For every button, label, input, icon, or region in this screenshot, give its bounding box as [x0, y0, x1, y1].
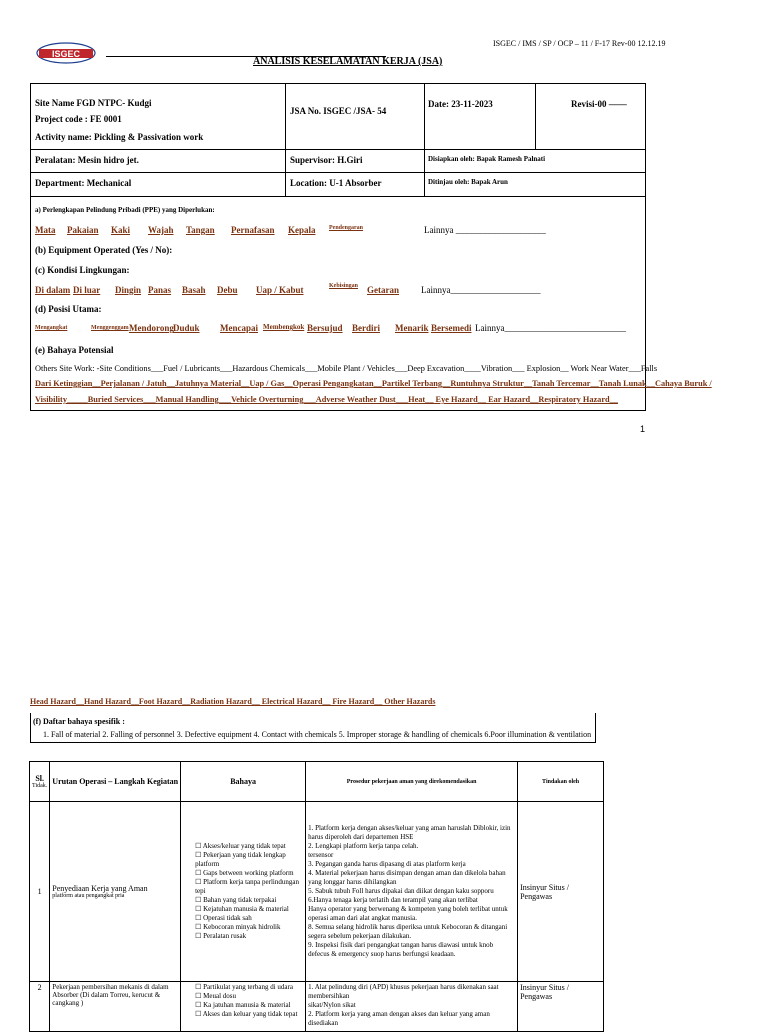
- procedure-line: tersensor: [308, 851, 334, 859]
- ppe-item: Pernafasan: [231, 225, 275, 235]
- posisi-item: Bersemedi: [431, 323, 472, 333]
- site-name: Site Name FGD NTPC- Kudgi: [35, 98, 152, 108]
- prepared-by: Disiapkan oleh: Bapak Ramesh Palnati: [428, 155, 546, 163]
- kondisi-item: Panas: [148, 285, 172, 295]
- urutan-subtext: platform atau pengangkat pria: [52, 893, 125, 899]
- form-rule: [31, 149, 645, 150]
- kondisi-item: Kebisingan: [329, 283, 359, 289]
- page-title: ANALISIS KESELAMATAN KERJA (JSA): [253, 56, 443, 67]
- jsa-form-box: [30, 83, 712, 411]
- kondisi-item: Uap / Kabut: [256, 285, 304, 295]
- others-site-work: Others Site Work: -Site Conditions___Fuel / Lubricants___Hazardous Chemicals___Mobile Plant / Vehicles___Deep Excavation____Vibration___ Explosion__ Work Near Water___Falls: [35, 364, 658, 373]
- peralatan: Peralatan: Mesin hidro jet.: [35, 155, 139, 165]
- kondisi-item: Debu: [217, 285, 238, 295]
- kondisi-other: Lainnya____________________: [421, 285, 541, 295]
- hazard-item: ☐ Pekerjaan yang tidak lengkap platform: [195, 851, 303, 869]
- hazard-item: ☐ Operasi tidak sah: [195, 914, 303, 923]
- procedure-line: Hanya operator yang berwenang & kompeten yang boleh terlibat untuk operasi aman dari alat angkat manusia.: [308, 905, 508, 922]
- row-bahaya: [181, 982, 306, 1032]
- procedure-line: 6.Hanya tenaga kerja terlatih dan terampil yang akan terlibat: [308, 896, 478, 904]
- revision: Revisi-00 ——: [571, 99, 627, 109]
- posisi-item: Duduk: [173, 323, 200, 333]
- project-code: Project code : FE 0001: [35, 114, 122, 124]
- posisi-item: Bersujud: [307, 323, 343, 333]
- hazard-item: ☐ Ka jatuhan manusia & material: [195, 1001, 303, 1010]
- procedure-line: 3. Pegangan ganda harus dipasang di atas platform kerja: [308, 860, 466, 868]
- kondisi-item: Di luar: [73, 285, 101, 295]
- hazard-item: ☐ Gaps between working platform: [195, 869, 303, 878]
- posisi-item: Menggenggam: [91, 325, 129, 331]
- table-header-row: [30, 762, 604, 802]
- reviewed-by: Ditinjau oleh: Bapak Arun: [428, 178, 508, 186]
- row-number: 2: [30, 982, 50, 1032]
- header-sl-label: Sl.: [35, 774, 44, 783]
- ppe-item: Kaki: [111, 225, 131, 235]
- table-row: [30, 802, 604, 982]
- row-tindakan: Insinyur Situs / Pengawas: [518, 802, 604, 982]
- hazard-item: ☐ Bahan yang tidak terpakai: [195, 896, 303, 905]
- procedure-line: 8. Semua selang hidrolik harus diperiksa untuk Kebocoran & ditangani segera sebelum pekerjaan dilakukan.: [308, 923, 508, 940]
- header-tindakan: Tindakan oleh: [518, 762, 604, 802]
- hazard-item: ☐ Meual dosu: [195, 992, 303, 1001]
- procedure-line: 5. Sabuk tubuh Foll harus dipakai dan diikat dengan kaku sopporu: [308, 887, 494, 895]
- posisi-item: Menarik: [395, 323, 429, 333]
- equipment-heading: (b) Equipment Operated (Yes / No):: [35, 245, 173, 255]
- posisi-item: Membengkok: [263, 323, 305, 331]
- header-prosedur: Prosedur pekerjaan aman yang direkomendasikan: [306, 762, 518, 802]
- row-prosedur: [306, 802, 518, 982]
- ppe-item: Pendengaran: [329, 225, 364, 231]
- form-rule: [31, 196, 645, 197]
- posisi-item: Mencapai: [220, 323, 258, 333]
- hazard-item: ☐ Kebocoran minyak hidrolik: [195, 923, 303, 932]
- posisi-heading: (d) Posisi Utama:: [35, 304, 102, 314]
- kondisi-item: Getaran: [367, 285, 399, 295]
- document-reference: ISGEC / IMS / SP / OCP – 11 / F-17 Rev-00 12.12.19: [493, 39, 666, 48]
- hazard-list-line: Head Hazard__Hand Hazard__Foot Hazard__Radiation Hazard__ Electrical Hazard__ Fire Hazard__ Other Hazards: [30, 697, 436, 706]
- procedure-line: 1. Alat pelindung diri (APD) khusus pekerjaan harus dikenakan saat membersihkan: [308, 983, 499, 1000]
- ppe-heading: a) Perlengkapan Pelindung Pribadi (PPE) yang Diperlukan:: [35, 206, 215, 214]
- hazard-item: ☐ Akses/keluar yang tidak tepat: [195, 842, 303, 851]
- procedure-line: 4. Material pekerjaan harus disimpan dengan aman dan dikelola bahan yang longgar harus dihilangkan: [308, 869, 506, 886]
- kondisi-item: Dingin: [115, 285, 142, 295]
- hazard-item: ☐ Akses dan keluar yang tidak tepat: [195, 1010, 303, 1019]
- procedure-line: 2. Lengkapi platform kerja tanpa celah.: [308, 842, 419, 850]
- page-number: 1: [640, 424, 646, 434]
- procedure-line: 2. Platform kerja yang aman dengan akses dan keluar yang aman disediakan: [308, 1010, 490, 1027]
- row-prosedur: [306, 982, 518, 1032]
- procedure-line: 1. Platform kerja dengan akses/keluar yang aman haruslah Diblokir, izin harus diperoleh dari departemen HSE: [308, 824, 511, 841]
- form-rule: [31, 172, 645, 173]
- posisi-item: Mengangkat: [35, 325, 68, 331]
- daftar-text: 1. Fall of material 2. Falling of personnel 3. Defective equipment 4. Contact with chemicals 5. Improper storage & handling of chemicals 6.Poor illumination & ventilation: [43, 730, 592, 739]
- hazard-item: ☐ Partikulat yang terbang di udara: [195, 983, 303, 992]
- ppe-item: Wajah: [148, 225, 174, 235]
- specific-hazards-box: [30, 713, 596, 743]
- location: Location: U-1 Absorber: [290, 178, 382, 188]
- posisi-item: Berdiri: [352, 323, 380, 333]
- header-urutan: Urutan Operasi – Langkah Kegiatan: [50, 762, 181, 802]
- hazard-list-line: Dari Ketinggian__Perjalanan / Jatuh__Jatuhnya Material__Uap / Gas__Operasi Pengangkatan__Partikel Terbang__Runtuhnya Struktur__Tanah Tercemar__Tanah Lunak__Cahaya Buruk /: [35, 379, 712, 388]
- row-urutan: Pekerjaan pembersihan mekanis di dalam Absorber (Di dalam Torreu, kerucut & cangkang ): [50, 982, 181, 1032]
- ppe-item: Mata: [35, 225, 56, 235]
- ppe-item: Tangan: [186, 225, 215, 235]
- row-bahaya: [181, 802, 306, 982]
- posisi-item: Mendorong: [129, 323, 174, 333]
- kondisi-item: Di dalam: [35, 285, 71, 295]
- jsa-number: JSA No. ISGEC /JSA- 54: [290, 106, 387, 116]
- form-rule: [285, 84, 286, 196]
- department: Department: Mechanical: [35, 178, 132, 188]
- row-urutan: [50, 802, 181, 982]
- ppe-other: Lainnya ____________________: [424, 225, 546, 235]
- hazard-list-line: Visibility_____Buried Services___Manual Handling___Vehicle Overturning___Adverse Weather Dust___Heat__ Eye Hazard__ Ear Hazard__Respiratory Hazard__: [35, 395, 618, 404]
- hazard-item: ☐ Kejatuhan manusia & material: [195, 905, 303, 914]
- kondisi-item: Basah: [182, 285, 206, 295]
- procedure-line: sikat/Nylon sikat: [308, 1001, 356, 1009]
- isgec-logo: [36, 42, 96, 64]
- ppe-item: Pakaian: [67, 225, 99, 235]
- form-rule: [535, 84, 536, 149]
- header-sl-sub: Tidak.: [32, 783, 48, 789]
- header-sl: [30, 762, 50, 802]
- jsa-table: [29, 761, 604, 1032]
- procedure-line: 9. Inspeksi fisik dari pengangkat tangan harus diawasi untuk knob defecus & emergency suop harus berfungsi keadaan.: [308, 941, 494, 958]
- daftar-heading: (f) Daftar bahaya spesifik :: [33, 717, 125, 726]
- header-bahaya: Bahaya: [181, 762, 306, 802]
- table-row: [30, 982, 604, 1032]
- activity-name: Activity name: Pickling & Passivation work: [35, 132, 204, 142]
- urutan-text: Penyediaan Kerja yang Aman: [52, 884, 148, 893]
- row-tindakan: Insinyur Situs / Pengawas: [518, 982, 604, 1032]
- row-number: 1: [30, 802, 50, 982]
- bahaya-heading: (e) Bahaya Potensial: [35, 345, 114, 355]
- kondisi-heading: (c) Kondisi Lingkungan:: [35, 265, 130, 275]
- ppe-item: Kepala: [288, 225, 316, 235]
- supervisor: Supervisor: H.Giri: [290, 155, 363, 165]
- form-rule: [424, 84, 425, 196]
- jsa-date: Date: 23-11-2023: [428, 99, 493, 109]
- hazard-item: ☐ Platform kerja tanpa perlindungan tepi: [195, 878, 303, 896]
- hazard-item: ☐ Peralatan rusak: [195, 932, 303, 941]
- logo-text: ISGEC: [51, 49, 81, 59]
- posisi-other: Lainnya___________________________: [475, 323, 626, 333]
